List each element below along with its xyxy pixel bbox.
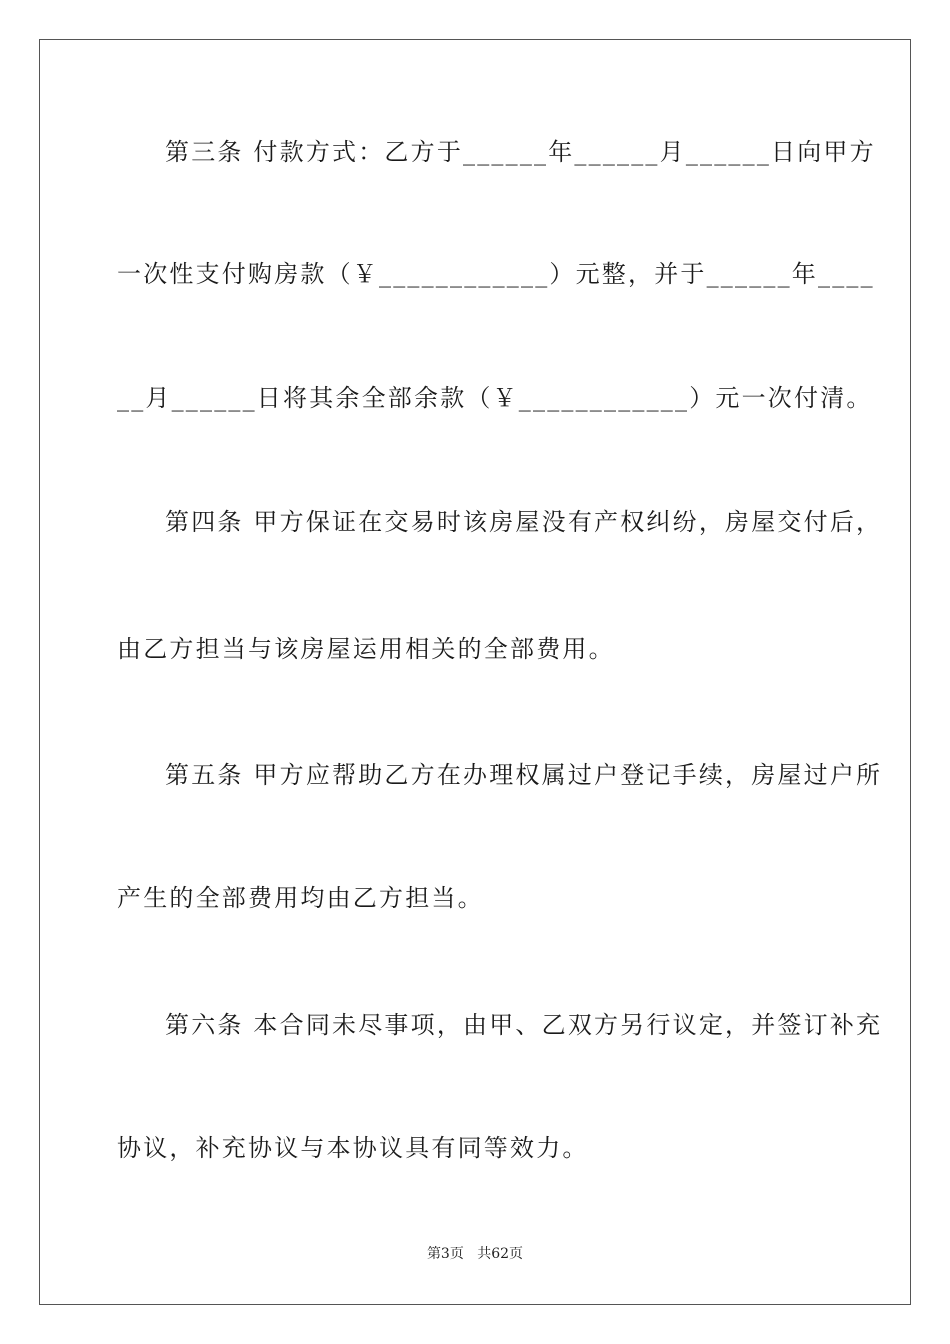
article-3-line-1: 第三条 付款方式：乙方于______年______月______日向甲方 [165,138,876,166]
article-3-line-2: 一次性支付购房款（￥____________）元整，并于______年____ [117,260,875,288]
article-5-line-1: 第五条 甲方应帮助乙方在办理权属过户登记手续，房屋过户所 [165,761,883,789]
article-5-line-2: 产生的全部费用均由乙方担当。 [117,884,484,912]
page-number-current: 第3页 [426,1246,464,1262]
article-6-line-1: 第六条 本合同未尽事项，由甲、乙双方另行议定，并签订补充 [165,1011,883,1039]
page-footer [0,1245,950,1263]
article-3-line-3: __月______日将其余全部余款（￥____________）元一次付清。 [117,384,873,412]
article-4-line-2: 由乙方担当与该房屋运用相关的全部费用。 [117,635,615,663]
page-border [39,39,911,1305]
article-4-line-1: 第四条 甲方保证在交易时该房屋没有产权纠纷，房屋交付后， [165,508,883,536]
page-number-total: 共62页 [477,1246,524,1262]
article-6-line-2: 协议，补充协议与本协议具有同等效力。 [117,1134,589,1162]
